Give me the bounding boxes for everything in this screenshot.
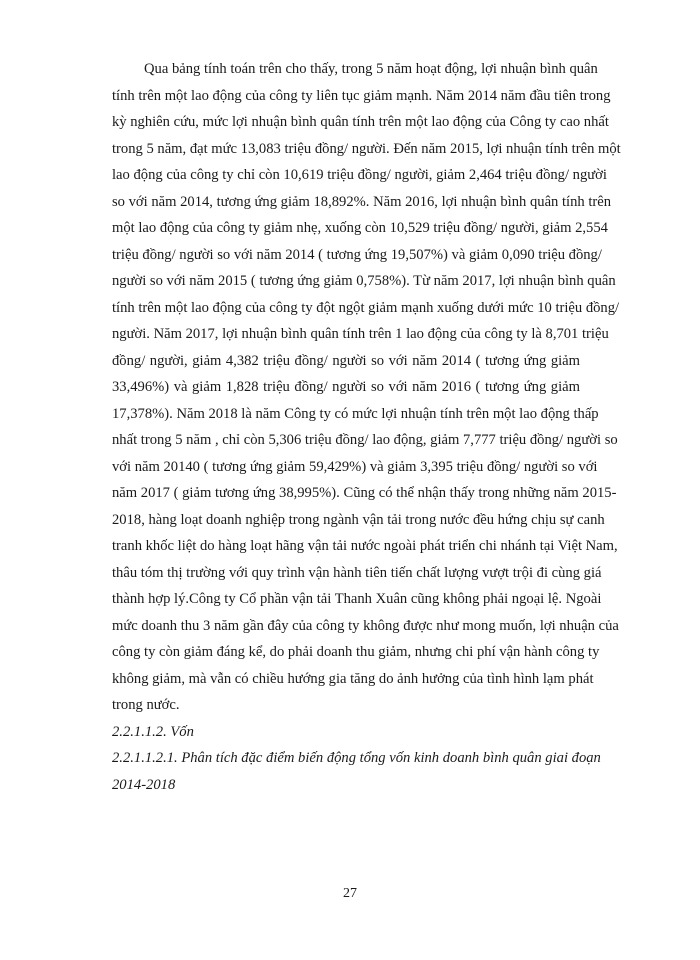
paragraph-line: người so với năm 2015 ( tương ứng giảm 0,758%). Từ năm 2017, lợi nhuận bình quân bbox=[112, 273, 616, 289]
page-number: 27 bbox=[343, 886, 357, 901]
paragraph-line: đồng/ người, giảm 4,382 triệu đồng/ người so với năm 2014 ( tương ứng giảm bbox=[112, 352, 580, 369]
paragraph-line: người. Năm 2017, lợi nhuận bình quân tính trên 1 lao động của công ty là 8,701 triệu bbox=[112, 326, 609, 342]
paragraph-line: không giảm, mà vẫn có chiều hướng gia tăng do ảnh hưởng của tình hình lạm phát bbox=[112, 670, 594, 687]
paragraph-line: mức doanh thu 3 năm gần đây của công ty không được như mong muốn, lợi nhuận của bbox=[112, 617, 619, 634]
paragraph-line: so với năm 2014, tương ứng giảm 18,892%. Năm 2016, lợi nhuận bình quân tính trên bbox=[112, 193, 612, 210]
paragraph-line: với năm 20140 ( tương ứng giảm 59,429%) và giảm 3,395 triệu đồng/ người so với bbox=[112, 458, 598, 475]
paragraph-line: 33,496%) và giảm 1,828 triệu đồng/ người so với năm 2016 ( tương ứng giảm bbox=[112, 379, 580, 395]
paragraph-line: triệu đồng/ người so với năm 2014 ( tương ứng 19,507%) và giảm 0,090 triệu đồng/ bbox=[112, 246, 602, 263]
paragraph-line: thâu tóm thị trường với quy trình vận hành tiên tiến chất lượng vượt trội đi cùng giá bbox=[112, 564, 602, 581]
paragraph-line: 2018, hàng loạt doanh nghiệp trong ngành vận tải trong nước đều hứng chịu sự canh bbox=[112, 511, 605, 528]
paragraph-line: Qua bảng tính toán trên cho thấy, trong 5 năm hoạt động, lợi nhuận bình quân bbox=[144, 61, 598, 77]
paragraph-line: 17,378%). Năm 2018 là năm Công ty có mức lợi nhuận tính trên một lao động thấp bbox=[112, 405, 599, 422]
paragraph-line: tính trên một lao động của công ty liên tục giảm mạnh. Năm 2014 năm đầu tiên trong bbox=[112, 87, 611, 104]
paragraph-line: lao động của công ty chỉ còn 10,619 triệu đồng/ người, giảm 2,464 triệu đồng/ người bbox=[112, 167, 607, 183]
paragraph-line: tính trên một lao động của công ty đột ngột giảm mạnh xuống dưới mức 10 triệu đồng/ bbox=[112, 299, 620, 316]
section-heading: 2.2.1.1.2. Vốn bbox=[112, 723, 194, 740]
paragraph-line: trong 5 năm, đạt mức 13,083 triệu đồng/ người. Đến năm 2015, lợi nhuận tính trên một bbox=[112, 140, 621, 157]
subsection-heading-continued: 2014-2018 bbox=[112, 776, 176, 793]
paragraph-line: một lao động của công ty giảm nhẹ, xuống còn 10,529 triệu đồng/ người, giảm 2,554 bbox=[112, 220, 608, 236]
body-text bbox=[112, 56, 621, 798]
subsection-heading: 2.2.1.1.2.1. Phân tích đặc điểm biến động tổng vốn kinh doanh bình quân giai đoạn bbox=[112, 750, 601, 766]
paragraph-line: năm 2017 ( giảm tương ứng 38,995%). Cũng có thể nhận thấy trong những năm 2015- bbox=[112, 485, 617, 501]
paragraph-line: trong nước. bbox=[112, 697, 180, 713]
paragraph-line: thành hợp lý.Công ty Cổ phần vận tải Thanh Xuân cũng không phải ngoại lệ. Ngoài bbox=[112, 591, 602, 607]
paragraph-line: kỳ nghiên cứu, mức lợi nhuận bình quân tính trên một lao động của Công ty cao nhất bbox=[112, 114, 609, 130]
paragraph-line: công ty còn giảm đáng kể, do phải doanh thu giảm, nhưng chi phí vận hành công ty bbox=[112, 644, 600, 660]
paragraph-line: nhất trong 5 năm , chỉ còn 5,306 triệu đồng/ lao động, giảm 7,777 triệu đồng/ người so bbox=[112, 432, 618, 448]
paragraph-line: tranh khốc liệt do hàng loạt hãng vận tải nước ngoài phát triển chi nhánh tại Việt Nam, bbox=[112, 538, 618, 554]
